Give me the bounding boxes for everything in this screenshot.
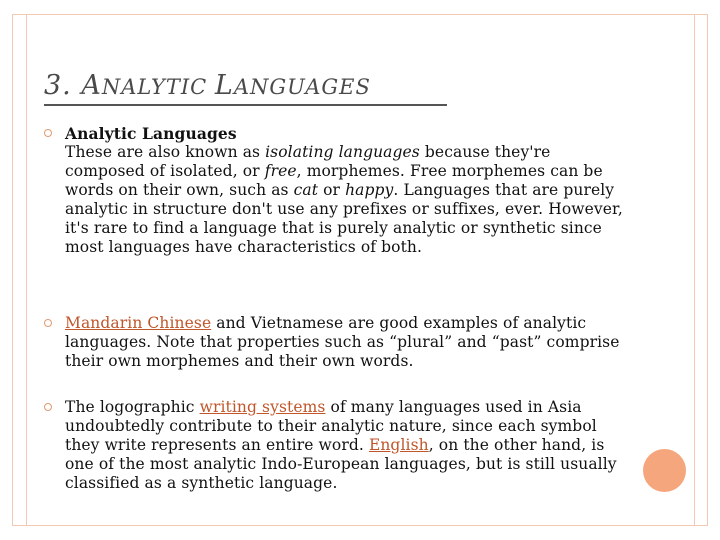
bullet-text: Mandarin Chinese and Vietnamese are good examples of analytic languages. Note that properties such as “plural” and “past” comprise their own morphemes and their own words. — [65, 314, 620, 370]
english-link[interactable]: English — [368, 436, 429, 454]
slide-title: 3. ANALYTIC LANGUAGES — [44, 70, 371, 101]
writing-systems-link[interactable]: writing systems — [199, 398, 326, 416]
left-border-line — [26, 14, 27, 526]
right-border-line — [694, 14, 695, 526]
bullet-text: Analytic Languages These are also known as isolating languages because they're composed of isolated, or free, morphemes. Free morphemes can be words on their own, such as cat or happy. Languages that are purely analytic in structure don't use any prefixes or suffixes, ever. However, it's rare to find a language that is purely analytic or synthetic since most languages have characteristics of both. — [65, 124, 631, 257]
decorative-circle — [643, 449, 686, 492]
bullet-heading: Analytic Languages — [65, 124, 237, 143]
mandarin-chinese-link[interactable]: Mandarin Chinese — [65, 314, 212, 332]
bullet-marker-icon — [44, 319, 52, 327]
title-underline — [44, 104, 447, 106]
bullet-text: The logographic writing systems of many languages used in Asia undoubtedly contribute to their analytic nature, since each symbol they write represents an entire word. English, on the other hand, is one of the most analytic Indo-European languages, but is still usually classified as a synthetic language. — [65, 398, 617, 492]
bullet-marker-icon — [44, 129, 52, 137]
bullet-marker-icon — [44, 403, 52, 411]
